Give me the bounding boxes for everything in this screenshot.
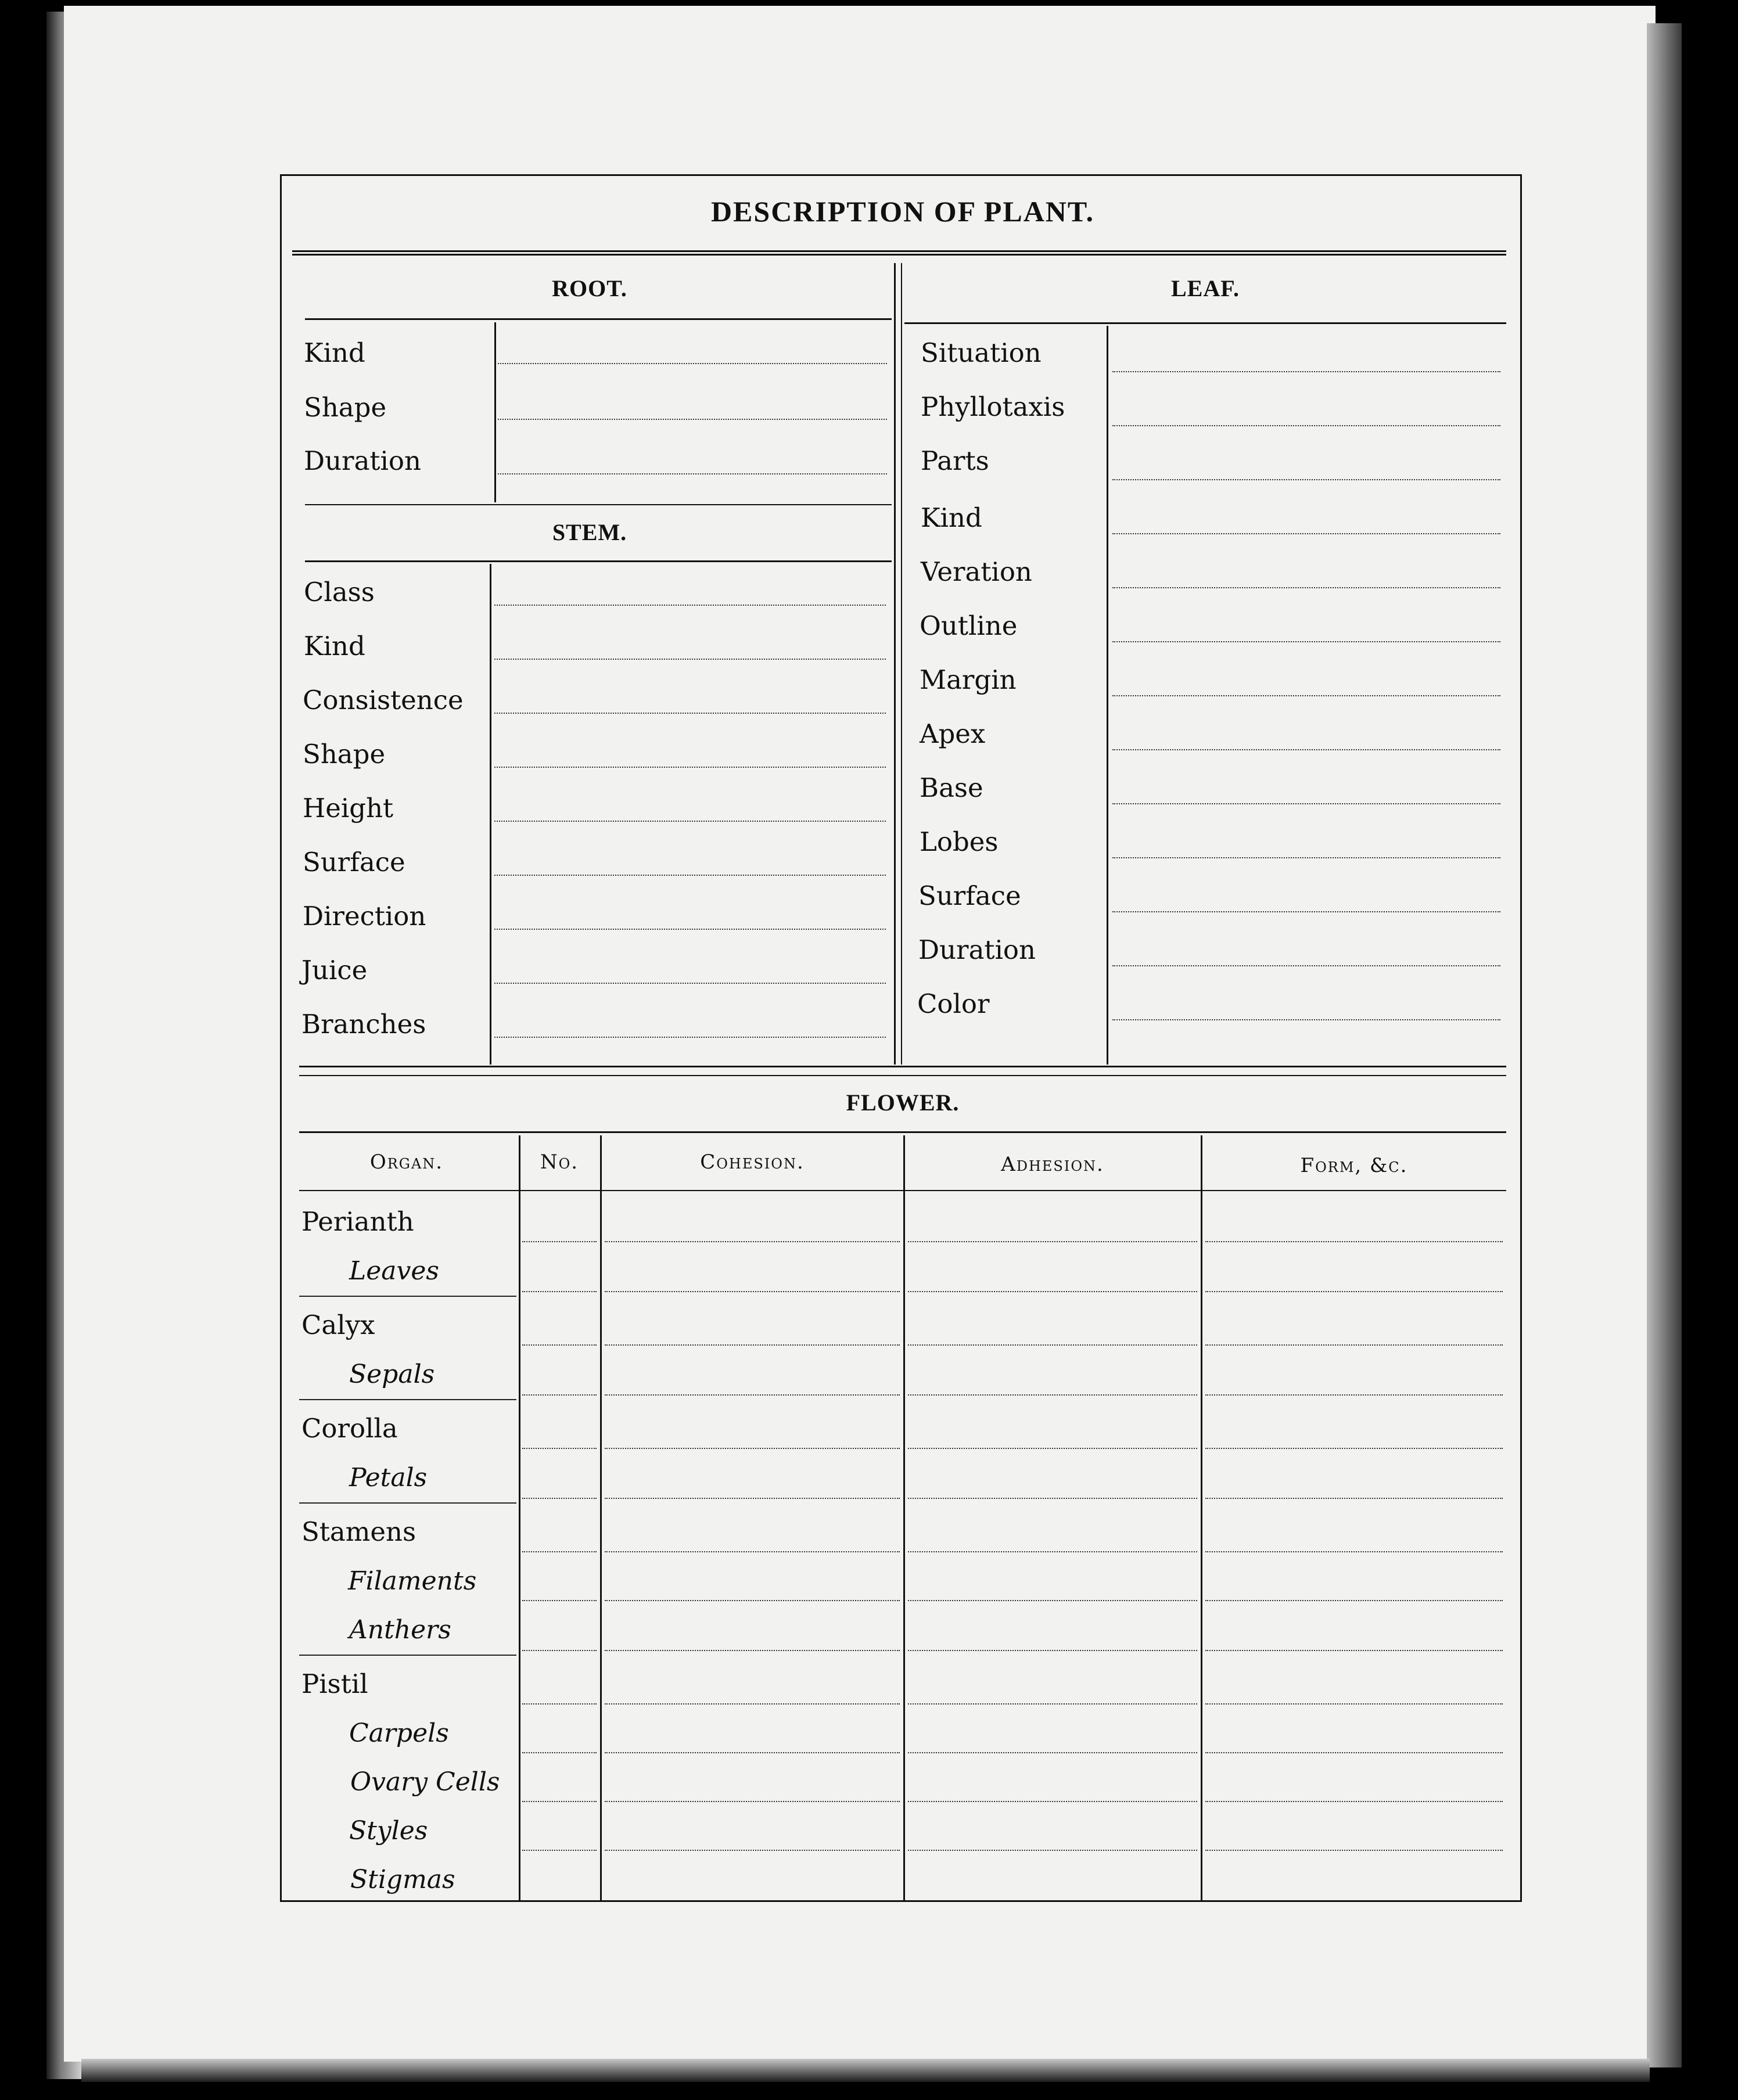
leaf-entry-line[interactable] bbox=[1112, 857, 1500, 858]
stem-heading-rule bbox=[305, 560, 892, 562]
organ-group-rule bbox=[299, 1502, 516, 1504]
leaf-field-surface: Surface bbox=[918, 880, 1021, 911]
adhesion-entry-line[interactable] bbox=[908, 1801, 1197, 1802]
form-entry-line[interactable] bbox=[1205, 1850, 1503, 1851]
leaf-entry-line[interactable] bbox=[1112, 533, 1500, 534]
form-entry-line[interactable] bbox=[1205, 1291, 1503, 1292]
leaf-entry-line[interactable] bbox=[1112, 911, 1500, 912]
leaf-entry-line[interactable] bbox=[1112, 371, 1500, 372]
leaf-entry-line[interactable] bbox=[1112, 965, 1500, 966]
adhesion-entry-line[interactable] bbox=[908, 1600, 1197, 1601]
form-entry-line[interactable] bbox=[1205, 1394, 1503, 1396]
form-entry-line[interactable] bbox=[1205, 1650, 1503, 1651]
adhesion-entry-line[interactable] bbox=[908, 1291, 1197, 1292]
root-kind-entry-line[interactable] bbox=[498, 363, 887, 364]
leaf-entry-line[interactable] bbox=[1112, 803, 1500, 804]
root-shape-entry-line[interactable] bbox=[498, 419, 887, 420]
leaf-entry-line[interactable] bbox=[1112, 749, 1500, 750]
number-entry-line[interactable] bbox=[522, 1498, 597, 1499]
leaf-entry-line[interactable] bbox=[1112, 587, 1500, 588]
cohesion-entry-line[interactable] bbox=[605, 1850, 900, 1851]
stem-field-consistence: Consistence bbox=[303, 685, 464, 715]
stem-entry-line[interactable] bbox=[494, 659, 886, 660]
leaf-heading: LEAF. bbox=[1170, 275, 1240, 301]
number-entry-line[interactable] bbox=[522, 1551, 597, 1552]
form-entry-line[interactable] bbox=[1205, 1752, 1503, 1753]
title-double-rule bbox=[292, 250, 1506, 256]
leaf-heading-rule bbox=[904, 322, 1506, 324]
form-entry-line[interactable] bbox=[1205, 1600, 1503, 1601]
cohesion-entry-line[interactable] bbox=[605, 1448, 900, 1449]
organ-part-filaments: Filaments bbox=[348, 1566, 477, 1596]
number-entry-line[interactable] bbox=[522, 1850, 597, 1851]
flower-col-divider-adhesion bbox=[1201, 1135, 1202, 1902]
cohesion-entry-line[interactable] bbox=[605, 1650, 900, 1651]
leaf-field-kind: Kind bbox=[921, 502, 982, 533]
number-entry-line[interactable] bbox=[522, 1600, 597, 1601]
organ-group-rule bbox=[299, 1655, 516, 1656]
upper-section-divider bbox=[894, 263, 896, 1065]
cohesion-entry-line[interactable] bbox=[605, 1801, 900, 1802]
stem-entry-line[interactable] bbox=[494, 605, 886, 606]
adhesion-entry-line[interactable] bbox=[908, 1448, 1197, 1449]
form-entry-line[interactable] bbox=[1205, 1498, 1503, 1499]
organ-stamens: Stamens bbox=[301, 1516, 416, 1547]
upper-section-divider-inner bbox=[901, 263, 902, 1065]
stem-entry-line[interactable] bbox=[494, 767, 886, 768]
leaf-field-duration: Duration bbox=[918, 934, 1036, 965]
root-heading-rule bbox=[305, 318, 892, 320]
organ-part-styles: Styles bbox=[349, 1816, 428, 1846]
form-entry-line[interactable] bbox=[1205, 1801, 1503, 1802]
flower-col-divider-cohesion bbox=[903, 1135, 905, 1902]
cohesion-entry-line[interactable] bbox=[605, 1703, 900, 1705]
leaf-field-base: Base bbox=[920, 772, 983, 803]
cohesion-entry-line[interactable] bbox=[605, 1291, 900, 1292]
organ-part-stigmas: Stigmas bbox=[350, 1865, 455, 1894]
stem-field-surface: Surface bbox=[303, 847, 405, 878]
root-heading: ROOT. bbox=[552, 275, 627, 301]
leaf-entry-line[interactable] bbox=[1112, 1019, 1500, 1020]
organ-part-carpels: Carpels bbox=[349, 1718, 449, 1748]
number-entry-line[interactable] bbox=[522, 1291, 597, 1292]
column-header-organ: Organ. bbox=[369, 1150, 444, 1174]
stem-entry-line[interactable] bbox=[494, 983, 886, 984]
adhesion-entry-line[interactable] bbox=[908, 1752, 1197, 1753]
leaf-field-outline: Outline bbox=[920, 610, 1018, 641]
cohesion-entry-line[interactable] bbox=[605, 1551, 900, 1552]
cohesion-entry-line[interactable] bbox=[605, 1344, 900, 1346]
adhesion-entry-line[interactable] bbox=[908, 1498, 1197, 1499]
stem-entry-line[interactable] bbox=[494, 875, 886, 876]
organ-part-anthers: Anthers bbox=[349, 1615, 451, 1645]
flower-top-rule bbox=[299, 1066, 1506, 1067]
leaf-field-parts: Parts bbox=[921, 445, 989, 476]
stem-field-class: Class bbox=[304, 577, 375, 607]
stem-field-height: Height bbox=[303, 793, 394, 824]
root-field-duration: Duration bbox=[304, 445, 421, 476]
leaf-field-situation: Situation bbox=[921, 337, 1042, 368]
flower-top-rule-inner bbox=[299, 1075, 1506, 1076]
column-header-rule bbox=[299, 1190, 1506, 1191]
number-entry-line[interactable] bbox=[522, 1344, 597, 1346]
number-entry-line[interactable] bbox=[522, 1448, 597, 1449]
organ-corolla: Corolla bbox=[301, 1413, 398, 1444]
flower-col-divider-number bbox=[600, 1135, 602, 1902]
cohesion-entry-line[interactable] bbox=[605, 1394, 900, 1396]
organ-perianth: Perianth bbox=[301, 1206, 414, 1237]
adhesion-entry-line[interactable] bbox=[908, 1394, 1197, 1396]
column-header-cohesion: Cohesion. bbox=[700, 1150, 805, 1174]
leaf-entry-line[interactable] bbox=[1112, 695, 1500, 696]
flower-heading-rule bbox=[299, 1131, 1506, 1133]
adhesion-entry-line[interactable] bbox=[908, 1650, 1197, 1651]
stem-entry-line[interactable] bbox=[494, 713, 886, 714]
flower-heading: FLOWER. bbox=[846, 1089, 960, 1116]
stem-field-shape: Shape bbox=[303, 739, 386, 769]
number-entry-line[interactable] bbox=[522, 1650, 597, 1651]
stem-field-direction: Direction bbox=[303, 901, 426, 932]
organ-part-ovary-cells: Ovary Cells bbox=[350, 1767, 500, 1797]
leaf-field-lobes: Lobes bbox=[920, 826, 999, 857]
organ-calyx: Calyx bbox=[301, 1310, 375, 1340]
number-entry-line[interactable] bbox=[522, 1394, 597, 1396]
adhesion-entry-line[interactable] bbox=[908, 1703, 1197, 1705]
adhesion-entry-line[interactable] bbox=[908, 1850, 1197, 1851]
leaf-entry-line[interactable] bbox=[1112, 641, 1500, 642]
cohesion-entry-line[interactable] bbox=[605, 1752, 900, 1753]
root-duration-entry-line[interactable] bbox=[498, 473, 887, 474]
column-header-adhesion: Adhesion. bbox=[1001, 1153, 1104, 1176]
stem-heading: STEM. bbox=[552, 519, 627, 545]
stem-entry-line[interactable] bbox=[494, 1037, 886, 1038]
book-page-edge-bottom bbox=[81, 2059, 1650, 2082]
adhesion-entry-line[interactable] bbox=[908, 1344, 1197, 1346]
adhesion-entry-line[interactable] bbox=[908, 1551, 1197, 1552]
stem-top-rule bbox=[305, 504, 892, 505]
leaf-entry-line[interactable] bbox=[1112, 425, 1500, 426]
leaf-label-divider bbox=[1107, 326, 1108, 1065]
root-field-shape: Shape bbox=[304, 392, 387, 423]
cohesion-entry-line[interactable] bbox=[605, 1600, 900, 1601]
organ-group-rule bbox=[299, 1399, 516, 1400]
form-entry-line[interactable] bbox=[1205, 1703, 1503, 1705]
root-field-kind: Kind bbox=[304, 337, 365, 368]
flower-col-divider-organ bbox=[519, 1135, 520, 1902]
form-title: DESCRIPTION OF PLANT. bbox=[710, 195, 1095, 228]
column-header-number: No. bbox=[540, 1150, 579, 1174]
organ-pistil: Pistil bbox=[301, 1669, 368, 1699]
form-entry-line[interactable] bbox=[1205, 1448, 1503, 1449]
stem-entry-line[interactable] bbox=[494, 821, 886, 822]
leaf-field-phyllotaxis: Phyllotaxis bbox=[921, 391, 1065, 422]
number-entry-line[interactable] bbox=[522, 1703, 597, 1705]
book-page-edge-right bbox=[1647, 23, 1682, 2067]
leaf-field-margin: Margin bbox=[920, 664, 1017, 695]
organ-group-rule bbox=[299, 1296, 516, 1297]
form-entry-line[interactable] bbox=[1205, 1344, 1503, 1346]
stem-field-kind: Kind bbox=[304, 631, 365, 661]
adhesion-entry-line[interactable] bbox=[908, 1241, 1197, 1242]
form-entry-line[interactable] bbox=[1205, 1551, 1503, 1552]
leaf-entry-line[interactable] bbox=[1112, 479, 1500, 480]
leaf-field-veration: Veration bbox=[921, 556, 1032, 587]
number-entry-line[interactable] bbox=[522, 1752, 597, 1753]
leaf-field-apex: Apex bbox=[920, 718, 986, 749]
stem-field-juice: Juice bbox=[301, 955, 368, 986]
organ-part-leaves: Leaves bbox=[349, 1256, 439, 1286]
number-entry-line[interactable] bbox=[522, 1241, 597, 1242]
root-label-divider bbox=[494, 322, 496, 502]
form-entry-line[interactable] bbox=[1205, 1241, 1503, 1242]
column-header-form: Form, &c. bbox=[1300, 1154, 1408, 1177]
leaf-field-color: Color bbox=[917, 988, 990, 1019]
stem-entry-line[interactable] bbox=[494, 929, 886, 930]
organ-part-petals: Petals bbox=[349, 1463, 428, 1493]
cohesion-entry-line[interactable] bbox=[605, 1241, 900, 1242]
cohesion-entry-line[interactable] bbox=[605, 1498, 900, 1499]
stem-field-branches: Branches bbox=[301, 1009, 426, 1040]
plant-description-form bbox=[280, 174, 1522, 1902]
organ-part-sepals: Sepals bbox=[349, 1360, 435, 1389]
stem-label-divider bbox=[490, 564, 491, 1065]
number-entry-line[interactable] bbox=[522, 1801, 597, 1802]
